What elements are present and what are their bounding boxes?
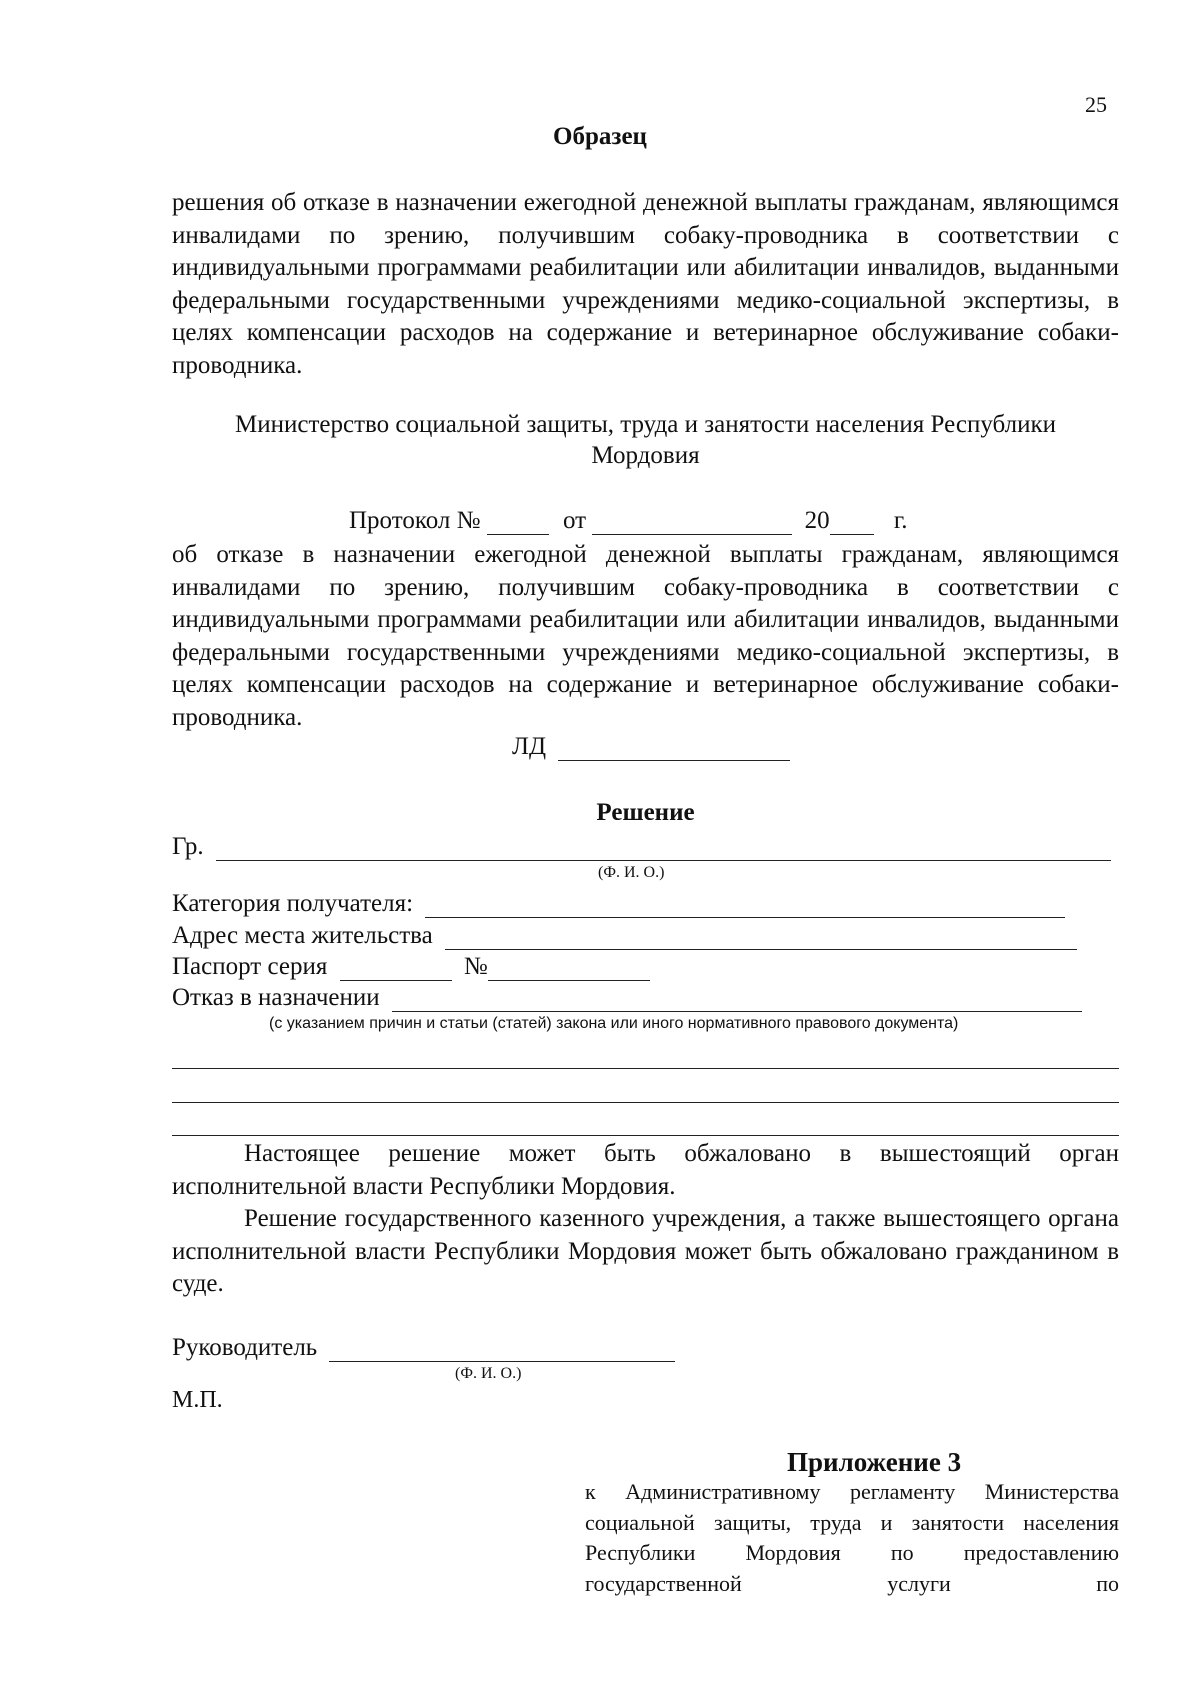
address-label: Адрес места жительства	[172, 922, 433, 949]
passport-number-field[interactable]	[488, 954, 650, 981]
protocol-paragraph	[172, 539, 1119, 734]
head-fio-caption: (Ф. И. О.)	[455, 1365, 522, 1382]
protocol-paragraph-text: об отказе в назначении ежегодной денежной выплаты гражданам, являющимся инвалидами по зрению, получившим собаку-проводника в соответствии с индивидуальными программами реабилитации или абилитации инвалидов, выданными федеральными государственными учреждениями медико-социальной экспертизы, в целях компенсации расходов на содержание и ветеринарное обслуживание собаки-проводника.	[172, 541, 1119, 731]
address-field[interactable]	[445, 923, 1077, 950]
ld-label: ЛД	[512, 733, 547, 760]
ld-number-field[interactable]	[558, 734, 790, 761]
ld-line	[512, 733, 790, 761]
citizen-name-field[interactable]	[216, 834, 1111, 861]
protocol-from-label: от	[562, 507, 587, 534]
citizen-fio-caption: (Ф. И. О.)	[598, 864, 665, 881]
refusal-line	[172, 984, 1082, 1012]
citizen-line	[172, 833, 1111, 861]
passport-label: Паспорт серия	[172, 953, 328, 980]
head-name-field[interactable]	[329, 1335, 675, 1362]
ministry-line-2: Мордовия	[591, 442, 700, 469]
refusal-label: Отказ в назначении	[172, 984, 380, 1011]
decision-heading: Решение	[596, 799, 695, 826]
protocol-label: Протокол №	[349, 507, 481, 534]
category-line	[172, 890, 1065, 918]
appendix-reference: к Административному регламенту Министерства социальной защиты, труда и занятости населения Республики Мордовия по предоставлению государственной услуги по	[585, 1479, 1119, 1596]
citizen-label: Гр.	[172, 833, 204, 860]
intro-paragraph	[172, 187, 1119, 382]
category-field[interactable]	[425, 891, 1065, 918]
refusal-reason-line-3[interactable]	[172, 1135, 1119, 1136]
head-label: Руководитель	[172, 1334, 318, 1361]
protocol-line	[349, 507, 908, 535]
seal-mark: М.П.	[172, 1387, 223, 1413]
protocol-year-suffix: г.	[893, 507, 908, 534]
appeal-paragraph-2: Решение государственного казенного учреждения, а также вышестоящего органа исполнительной власти Республики Мордовия может быть обжаловано гражданином в суде.	[172, 1205, 1119, 1297]
refusal-field[interactable]	[392, 985, 1082, 1012]
page-number: 25	[1085, 92, 1107, 117]
refusal-caption: (с указанием причин и статьи (статей) закона или иного нормативного правового документа)	[269, 1015, 959, 1032]
ministry-name	[172, 409, 1119, 471]
passport-line	[172, 953, 650, 981]
protocol-year-prefix: 20	[804, 507, 830, 534]
ministry-line-1: Министерство социальной защиты, труда и занятости населения Республики	[235, 411, 1056, 438]
protocol-year-field[interactable]	[830, 508, 874, 535]
passport-series-field[interactable]	[340, 954, 452, 981]
appeal-paragraph-1: Настоящее решение может быть обжаловано в вышестоящий орган исполнительной власти Республики Мордовия.	[172, 1140, 1119, 1200]
refusal-reason-line-1[interactable]	[172, 1068, 1119, 1069]
protocol-date-field[interactable]	[592, 508, 792, 535]
appendix-title: Приложение 3	[787, 1447, 962, 1477]
passport-number-sign: №	[463, 953, 488, 980]
intro-paragraph-text: решения об отказе в назначении ежегодной денежной выплаты гражданам, являющимся инвалидами по зрению, получившим собаку-проводника в соответствии с индивидуальными программами реабилитации или абилитации инвалидов, выданными федеральными государственными учреждениями медико-социальной экспертизы, в целях компенсации расходов на содержание и ветеринарное обслуживание собаки-проводника.	[172, 189, 1119, 379]
refusal-reason-line-2[interactable]	[172, 1102, 1119, 1103]
category-label: Категория получателя:	[172, 890, 414, 917]
head-signature-line	[172, 1334, 675, 1362]
document-title: Образец	[553, 123, 647, 150]
address-line	[172, 922, 1077, 950]
appeal-paragraphs	[172, 1138, 1119, 1301]
protocol-number-field[interactable]	[487, 508, 549, 535]
